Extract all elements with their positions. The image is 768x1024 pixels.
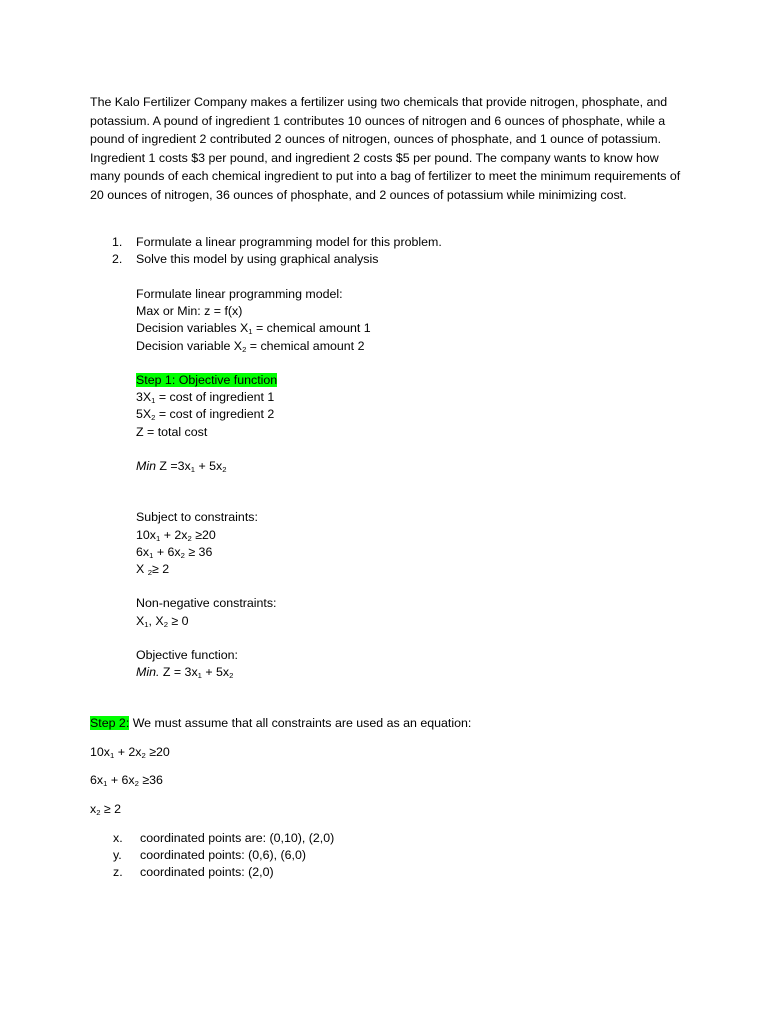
list-number: 2. — [112, 252, 123, 266]
constraint-2: $6x_1 + 6x_2 \ge 36$ — [136, 544, 213, 560]
equation-2: $6x_1 + 6x_2 \ge 36$ — [90, 773, 163, 788]
constraint-3: X $_2$≥ 2 — [136, 562, 170, 577]
nonneg-heading: Non-negative constraints: — [136, 596, 277, 611]
cost-line-2: $5X_2 = \cos t$ of ingredient 2 — [136, 407, 275, 423]
min-objective-line: Min $Z =3x_1 + 5x_2$ — [136, 458, 227, 474]
cost-line-1: $3X_1 = \cos t$ of ingredient 1 — [136, 390, 275, 406]
step2-label: Step 2: — [90, 716, 130, 730]
step1-label: Step 1: Objective function — [136, 372, 278, 387]
task-list — [112, 234, 672, 268]
list-text: coordinated points: (2,0) — [140, 865, 274, 880]
list-number: 1. — [112, 235, 123, 249]
list-item — [112, 234, 672, 251]
step2-text: We must assume that all constraints are used as an equation: — [129, 716, 472, 730]
list-item — [112, 251, 672, 268]
objective-line: Min. $Z = 3x_1 + 5x_2$ — [136, 665, 234, 681]
nonneg-constraint: $X_1$, $X_2 \ge 0$ — [136, 613, 189, 629]
list-item — [113, 830, 613, 847]
list-letter: z. — [113, 865, 123, 880]
list-item — [113, 847, 613, 864]
constraint-1: $10x_1 + 2x_2 \ge 20$ — [136, 527, 216, 543]
list-text: coordinated points: (0,6), (6,0) — [140, 848, 306, 863]
problem-statement: The Kalo Fertilizer Company makes a fertilizer using two chemicals that provide nitrogen, phosphate, and potassium. A pound of ingredient 1 contributes 10 ounces of nitrogen and 6 ounces of phosphate, while a pound of ingredient 2 contributed 2 ounces of nitrogen, ounces of phosphate, and 1 ounce of potassium. Ingredient 1 costs $3 per pound, and ingredient 2 costs $5 per pound. The company wants to know how many pounds of each chemical ingredient to put into a bag of fertilizer to meet the minimum requirements of 20 ounces of nitrogen, 36 ounces of phosphate, and 2 ounces of potassium while minimizing cost. — [90, 95, 681, 202]
constraints-heading: Subject to constraints: — [136, 510, 258, 525]
list-letter: x. — [113, 831, 123, 845]
list-item — [113, 864, 613, 881]
model-heading: Formulate linear programming model: — [136, 287, 343, 301]
points-list — [113, 830, 613, 882]
total-cost-line: Z = total cost — [136, 424, 208, 439]
equation-1: $10x_1 + 2x_2 \ge 20$ — [90, 745, 170, 760]
list-text: coordinated points are: (0,10), (2,0) — [140, 831, 335, 845]
decision-variable-2: Decision variable $X_2$ = chemical amount 2 — [136, 338, 365, 354]
equation-3: $x_2 \ge 2$ — [90, 802, 122, 817]
list-text: Formulate a linear programming model for this problem. — [136, 235, 442, 249]
decision-variable-1: Decision variables $X_1$ = chemical amount 1 — [136, 321, 371, 337]
max-min-line: Max or Min: z = f(x) — [136, 304, 243, 319]
list-letter: y. — [113, 848, 122, 863]
model-section — [136, 286, 656, 681]
list-text: Solve this model by using graphical analysis — [136, 252, 379, 266]
step2-line — [90, 714, 471, 732]
objective-heading: Objective function: — [136, 647, 238, 662]
